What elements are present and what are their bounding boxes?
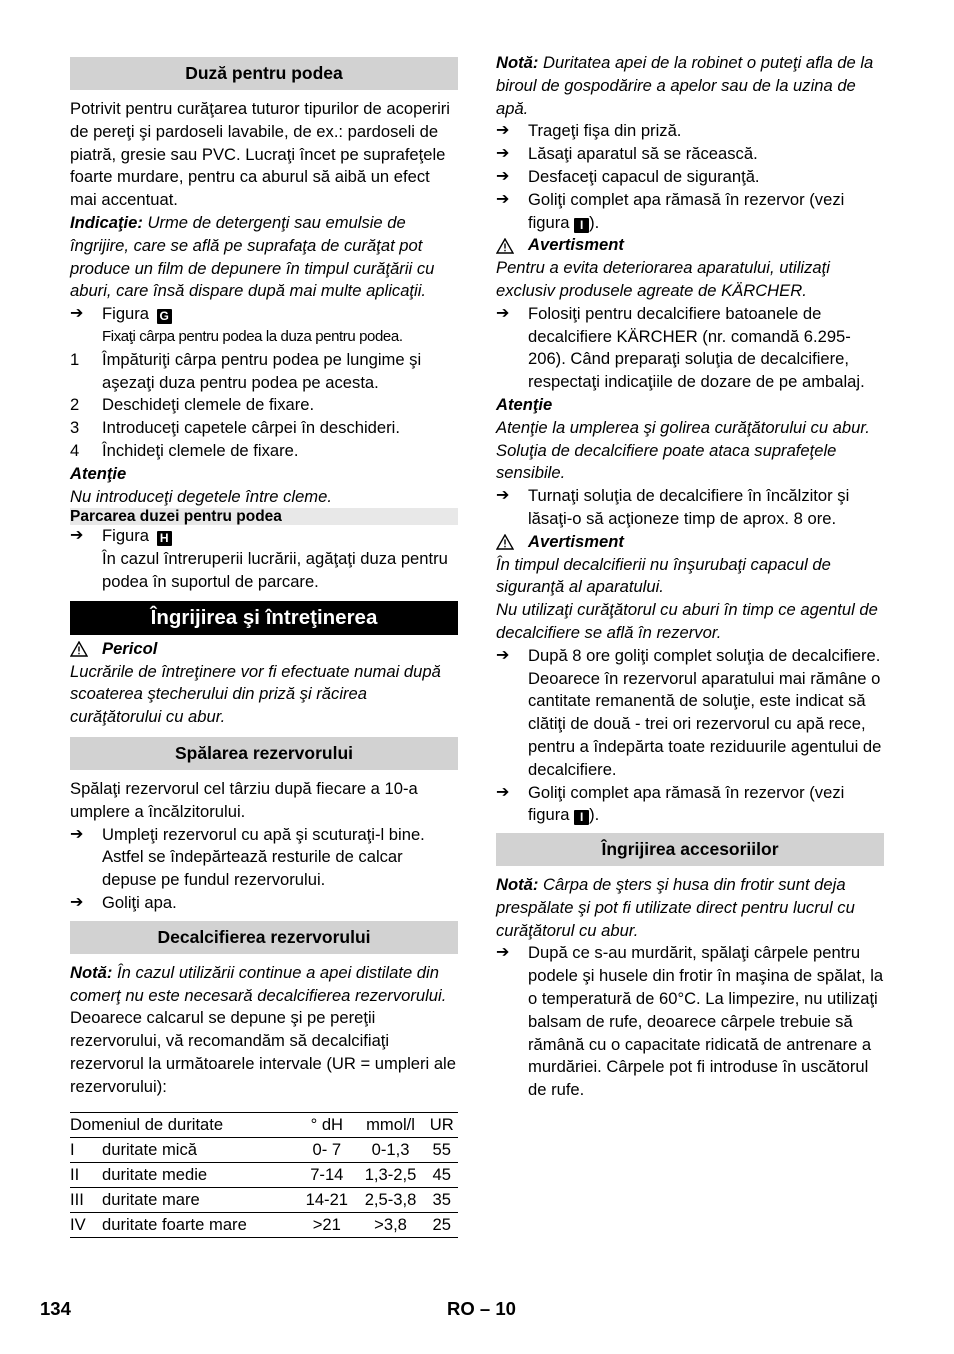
hardness-table bbox=[70, 1112, 458, 1238]
numbered-step bbox=[70, 417, 458, 440]
figure-ref: Figura bbox=[102, 526, 150, 546]
numbered-step bbox=[70, 349, 458, 395]
figure-i-badge: I bbox=[574, 218, 589, 233]
step-text: Introduceţi capetele cârpei în deschideri. bbox=[102, 418, 400, 438]
arrow-step: ➔ Goliţi apa. bbox=[70, 892, 458, 915]
column-header: ° dH bbox=[310, 1115, 344, 1135]
paragraph: Potrivit pentru curăţarea tuturor tipurilor de acoperiri de pereţi şi pardoseli lavabile, de ex.: pardoseli de piatră, gresie sau PVC. Lucraţi încet pe suprafeţele foarte murdare, pentru ca aburul să aibă un efect mai accentuat. bbox=[70, 99, 450, 210]
step-number: 1 bbox=[70, 349, 80, 369]
table-row bbox=[70, 1138, 458, 1163]
numbered-step bbox=[70, 440, 458, 463]
arrow-right-icon: ➔ bbox=[70, 527, 84, 545]
table-row bbox=[70, 1163, 458, 1188]
note-text: Urme de detergenţi sau emulsie de îngrijire, care se află pe suprafaţa de curăţat pot produce un film de depunere în timpul curăţării cu aburi, care însă dispare după mai multe aplicaţii. bbox=[70, 212, 435, 301]
arrow-right-icon: ➔ bbox=[70, 893, 84, 911]
figure-i-badge: I bbox=[574, 810, 589, 825]
arrow-right-icon: ➔ bbox=[496, 487, 510, 505]
column-header: mmol/l bbox=[366, 1115, 415, 1135]
caution-text: Atenţie la umplerea şi golirea curăţătorului cu abur. Soluţia de decalcifiere poate ataca suprafeţele sensibile. bbox=[496, 417, 870, 483]
warning-heading: Avertisment bbox=[496, 531, 884, 554]
arrow-step: ➔ Goliţi complet apa rămasă în rezervor (vezi figura I ). bbox=[496, 782, 884, 828]
fix-instruction bbox=[70, 326, 458, 349]
step-number: 3 bbox=[70, 418, 80, 438]
arrow-step: ➔ Folosiţi pentru decalcifiere batoanele de decalcifiere KÄRCHER (nr. comandă 6.295-206). Când preparaţi soluţia de decalcifiere, respectaţi indicaţiile de dozare de pe ambalaj. bbox=[496, 303, 884, 394]
paragraph: Deoarece calcarul se depune şi pe pereţii rezervorului, vă recomandăm să decalcifiaţi rezervorul la următoarele intervale (UR = umpleri ale rezervorului): bbox=[70, 1008, 456, 1096]
table-cell: 45 bbox=[432, 1165, 451, 1185]
fix-text: Fixaţi cârpa pentru podea la duza pentru podea. bbox=[102, 327, 403, 345]
table-header-row bbox=[70, 1113, 458, 1138]
arrow-right-icon: ➔ bbox=[496, 304, 510, 322]
danger-text: Lucrările de întreţinere vor fi efectuate numai după scoaterea ştecherului din priză şi răcirea curăţătorului cu abur. bbox=[70, 661, 441, 727]
note-paragraph: Notă: În cazul utilizării continue a apei distilate din comerţ nu este necesară decalcifierea rezervorului. bbox=[70, 962, 447, 1005]
arrow-right-icon: ➔ bbox=[496, 122, 510, 140]
arrow-right-icon: ➔ bbox=[70, 305, 84, 323]
warning-triangle-icon bbox=[496, 534, 514, 550]
caution-heading: Atenţie bbox=[496, 394, 553, 414]
section-heading-accessories: Îngrijirea accesoriilor bbox=[496, 833, 884, 866]
arrow-right-icon: ➔ bbox=[496, 167, 510, 185]
caution-text: Nu introduceţi degetele între cleme. bbox=[70, 486, 332, 506]
table-cell: 14-21 bbox=[305, 1190, 349, 1210]
arrow-right-icon: ➔ bbox=[496, 145, 510, 163]
warning-triangle-icon bbox=[70, 641, 88, 657]
caution-heading: Atenţie bbox=[70, 463, 127, 483]
subheading-parking: Parcarea duzei pentru podea bbox=[70, 508, 458, 525]
arrow-step: ➔ Turnaţi soluţia de decalcifiere în încălzitor şi lăsaţi-o să acţioneze timp de aprox. 8 ore. bbox=[496, 485, 884, 531]
table-cell: duritate foarte mare bbox=[102, 1215, 247, 1235]
table-cell: duritate mare bbox=[102, 1190, 200, 1210]
table-cell: 0- 7 bbox=[312, 1140, 342, 1160]
arrow-right-icon: ➔ bbox=[496, 646, 510, 664]
section-heading-rinsing: Spălarea rezervorului bbox=[70, 737, 458, 770]
table-cell: I bbox=[70, 1140, 75, 1160]
step-text: Împăturiţi cârpa pentru podea pe lungime şi aşezaţi duza pentru podea pe acesta. bbox=[102, 349, 422, 392]
warning-heading: Avertisment bbox=[496, 234, 884, 257]
note-label: Indicaţie: bbox=[70, 212, 143, 232]
column-header: UR bbox=[429, 1115, 454, 1135]
warning-triangle-icon bbox=[496, 238, 514, 254]
table-cell: >21 bbox=[312, 1215, 341, 1235]
warning-text: Pentru a evita deteriorarea aparatului, utilizaţi exclusiv produsele agreate de KÄRCHER. bbox=[496, 258, 830, 300]
table-cell: IV bbox=[70, 1215, 86, 1235]
step-number: 4 bbox=[70, 440, 80, 460]
figure-ref: Figura bbox=[102, 304, 150, 324]
arrow-right-icon: ➔ bbox=[496, 944, 510, 962]
section-heading-floor-nozzle: Duză pentru podea bbox=[70, 57, 458, 90]
arrow-right-icon: ➔ bbox=[496, 190, 510, 208]
table-cell: II bbox=[70, 1165, 80, 1185]
arrow-right-icon: ➔ bbox=[70, 825, 84, 843]
arrow-step: ➔ Lăsaţi aparatul să se răcească. bbox=[496, 143, 884, 166]
step-text: Închideţi clemele de fixare. bbox=[102, 440, 299, 460]
table-cell: 0-1,3 bbox=[371, 1140, 410, 1160]
arrow-step bbox=[70, 303, 458, 326]
arrow-step: ➔ Goliţi complet apa rămasă în rezervor (vezi figura I ). bbox=[496, 189, 884, 235]
step-number: 2 bbox=[70, 395, 80, 415]
figure-g-badge: G bbox=[157, 309, 172, 324]
step-text: Deschideţi clemele de fixare. bbox=[102, 395, 315, 415]
numbered-step bbox=[70, 394, 458, 417]
arrow-right-icon: ➔ bbox=[496, 783, 510, 801]
note-paragraph: Notă: Cârpa de şters şi husa din frotir sunt deja prespălate şi pot fi utilizate direct pentru lucrul cu curăţătorul cu abur. bbox=[496, 875, 855, 940]
table-cell: duritate mică bbox=[102, 1140, 197, 1160]
table-cell: duritate medie bbox=[102, 1165, 208, 1185]
table-cell: 55 bbox=[432, 1140, 451, 1160]
table-cell: III bbox=[70, 1190, 84, 1210]
table-cell: 25 bbox=[432, 1215, 451, 1235]
note-paragraph bbox=[70, 212, 458, 303]
column-header: Domeniul de duritate bbox=[70, 1115, 224, 1135]
table-cell: 35 bbox=[432, 1190, 451, 1210]
figure-h-badge: H bbox=[157, 531, 172, 546]
table-cell: >3,8 bbox=[374, 1215, 407, 1235]
arrow-step: ➔ Desfaceţi capacul de siguranţă. bbox=[496, 166, 884, 189]
arrow-step: ➔ După ce s-au murdărit, spălaţi cârpele pentru podele şi husele din frotir în maşina de spălat, la o temperatură de 60°C. La limpezire, nu utilizaţi balsam de rufe, deoarece cârpele trebuie să rămână cu o capacitate ridicată de antrenare a murdăriei. Cârpele pot fi introduse în uscătorul de rufe. bbox=[496, 942, 884, 1102]
left-column bbox=[70, 52, 458, 1238]
note-paragraph: Notă: Duritatea apei de la robinet o puteţi afla de la biroul de gospodărire a apelor sau de la uzina de apă. bbox=[496, 53, 874, 118]
table-row bbox=[70, 1188, 458, 1213]
table-row bbox=[70, 1213, 458, 1238]
page-number: 134 bbox=[40, 1298, 71, 1319]
language-page-label: RO – 10 bbox=[447, 1298, 516, 1319]
table-cell: 1,3-2,5 bbox=[364, 1165, 417, 1185]
warning-text: Nu utilizaţi curăţătorul cu aburi în timp ce agentul de decalcifiere se află în rezervor. bbox=[496, 600, 878, 642]
arrow-step: ➔ Umpleţi rezervorul cu apă şi scuturaţi-l bine. Astfel se îndepărtează resturile de calcar depuse pe fundul rezervorului. bbox=[70, 824, 458, 892]
numbered-steps bbox=[70, 349, 458, 463]
paragraph: Spălaţi rezervorul cel târziu după fiecare a 10-a umplere a încălzitorului. bbox=[70, 778, 418, 821]
arrow-step: ➔ Trageţi fişa din priză. bbox=[496, 120, 884, 143]
table-cell: 2,5-3,8 bbox=[364, 1190, 417, 1210]
danger-heading: Pericol bbox=[70, 638, 458, 661]
table-cell: 7-14 bbox=[310, 1165, 344, 1185]
right-column bbox=[496, 52, 884, 1102]
warning-text: În timpul decalcifierii nu înşurubaţi capacul de siguranţă al aparatului. bbox=[496, 554, 831, 597]
chapter-heading-maintenance: Îngrijirea şi întreţinerea bbox=[70, 601, 458, 635]
section-heading-descaling: Decalcifierea rezervorului bbox=[70, 921, 458, 954]
arrow-step: ➔ După 8 ore goliţi complet soluţia de decalcifiere. Deoarece în rezervorul aparatului mai rămâne o cantitate remanentă de soluţie, este indicat să clătiţi de două - trei ori rezervorul cu apă rece, pentru a îndepărta toate reziduurile agentului de decalcifiere. bbox=[496, 645, 884, 782]
arrow-step bbox=[70, 525, 458, 593]
parking-text: În cazul întreruperii lucrării, agăţaţi duza pentru podea în suportul de parcare. bbox=[102, 549, 448, 591]
